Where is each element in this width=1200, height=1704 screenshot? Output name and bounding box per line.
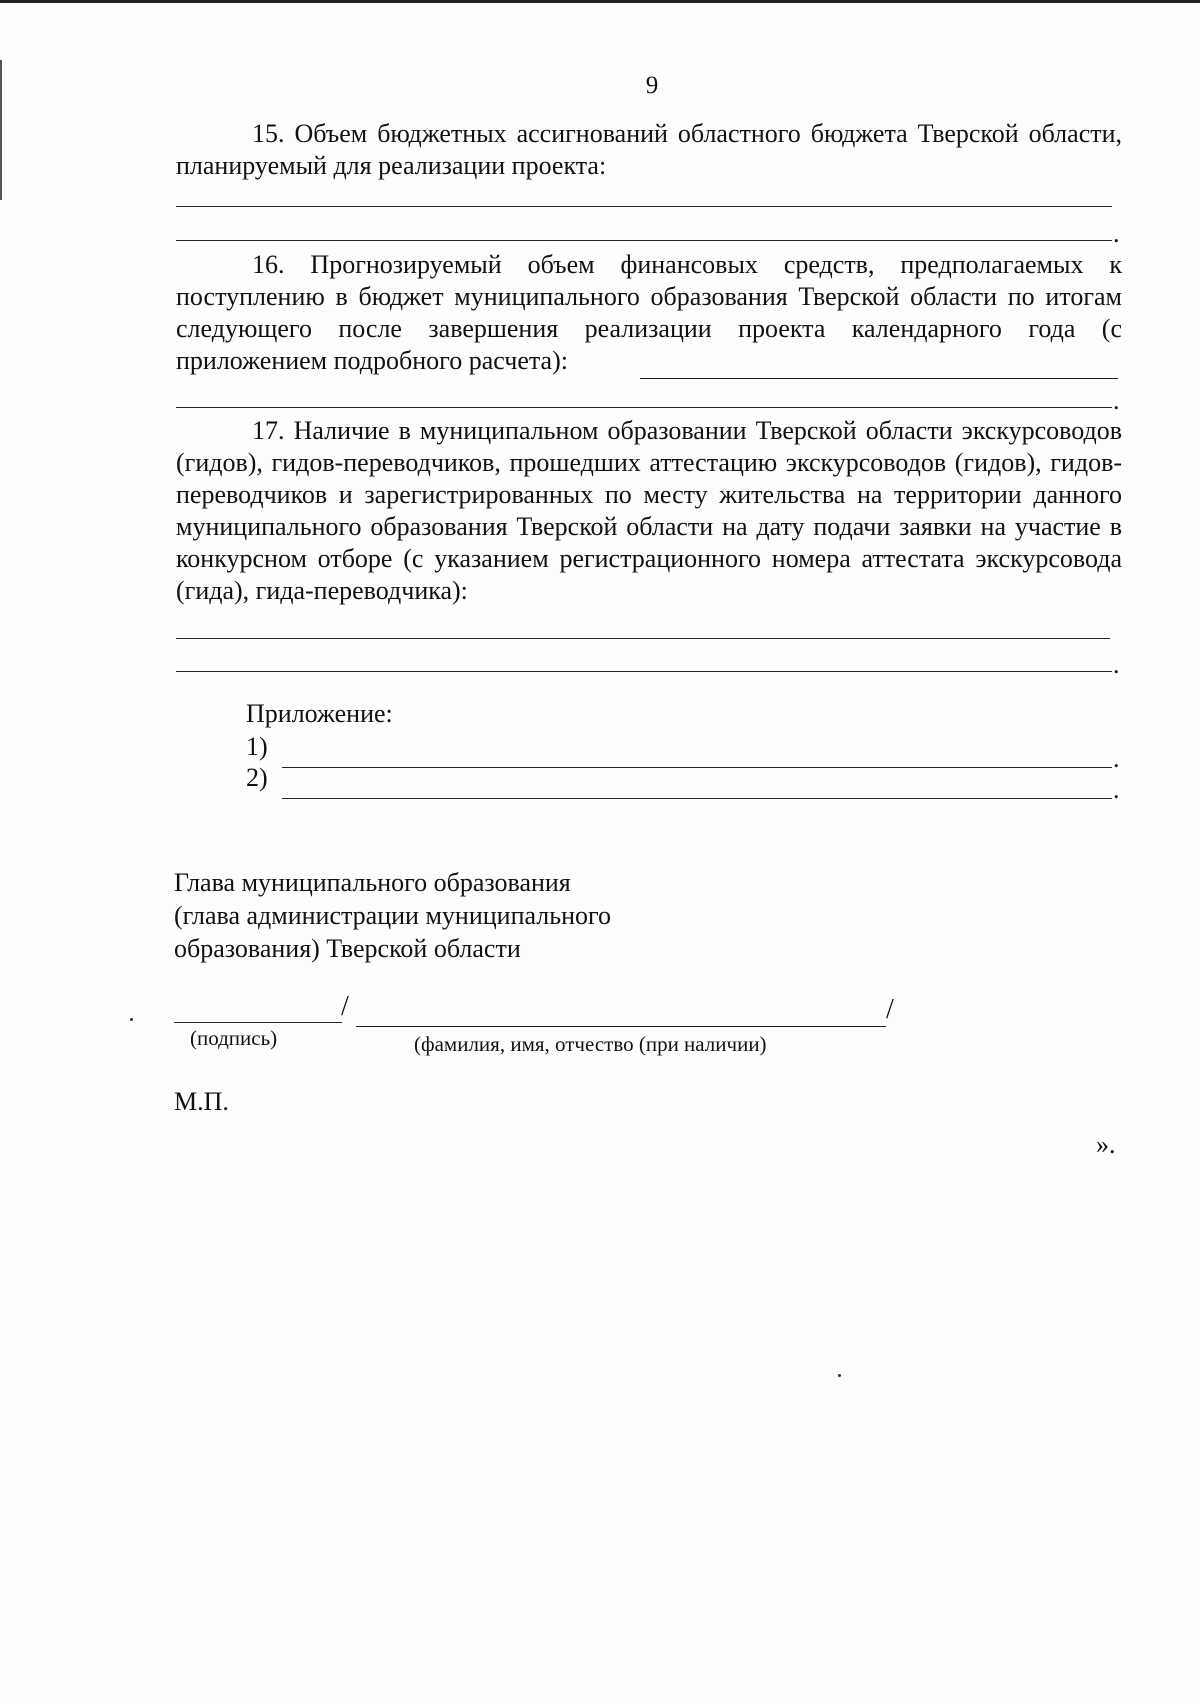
section-16-period: . [1113, 386, 1120, 415]
section-15-blank-line-2[interactable] [176, 240, 1112, 241]
section-17 [176, 415, 1122, 607]
signature-line[interactable] [174, 1022, 342, 1023]
signature-caption: (подпись) [190, 1026, 278, 1050]
signer-line-3: образования) Тверской области [174, 934, 521, 963]
appendix-item-2-period: . [1113, 775, 1120, 804]
scan-speck [838, 1374, 841, 1377]
section-17-number: 17. [252, 416, 285, 445]
signer-line-2: (глава администрации муниципального [174, 901, 612, 930]
signer-line-1: Глава муниципального образования [174, 868, 571, 897]
section-15-number: 15. [252, 119, 285, 148]
full-name-caption: (фамилия, имя, отчество (при наличии) [414, 1032, 767, 1056]
appendix-item-1-number: 1) [246, 732, 268, 761]
section-16 [176, 249, 1122, 377]
section-17-text: Наличие в муниципальном образовании Тверской области экскурсоводов (гидов), гидов-переводчиков, прошедших аттестацию экскурсоводов (гидов), гидов-переводчиков и зарегистрированных по месту жительства на территории данного муниципального образования Тверской области на дату подачи заявки на участие в конкурсном отборе (с указанием регистрационного номера аттестата экскурсовода (гида), гида-переводчика): [176, 416, 1123, 605]
section-17-period: . [1113, 650, 1120, 679]
appendix-item-1-period: . [1113, 744, 1120, 773]
appendix-item-1-line[interactable] [282, 767, 1112, 768]
signature-slash-1: / [341, 991, 349, 1022]
section-15-blank-line-1[interactable] [176, 206, 1112, 207]
section-16-blank-line-2[interactable] [176, 407, 1112, 408]
stamp-label: М.П. [174, 1087, 229, 1116]
appendix-item-2-line[interactable] [282, 798, 1112, 799]
section-16-text: Прогнозируемый объем финансовых средств, предполагаемых к поступлению в бюджет муниципального образования Тверской области по итогам следующего после завершения реализации проекта календарного года (с приложением подробного расчета): [176, 250, 1123, 375]
section-16-number: 16. [252, 250, 285, 279]
scan-top-edge [0, 0, 1200, 3]
scan-speck [130, 1018, 133, 1021]
appendix-item-2-number: 2) [246, 763, 268, 792]
section-15 [176, 118, 1122, 182]
section-17-blank-line-1[interactable] [176, 638, 1110, 639]
section-17-blank-line-2[interactable] [176, 671, 1112, 672]
signer-title [174, 866, 611, 965]
signature-slash-2: / [886, 994, 894, 1025]
closing-quote: ». [1096, 1130, 1116, 1159]
appendix-title: Приложение: [246, 699, 393, 728]
full-name-line[interactable] [356, 1026, 886, 1027]
section-16-blank-line-1[interactable] [640, 378, 1118, 379]
section-15-text: Объем бюджетных ассигнований областного бюджета Тверской области, планируемый для реализации проекта: [176, 119, 1123, 180]
page-number: 9 [645, 72, 659, 99]
section-15-period: . [1113, 219, 1120, 248]
